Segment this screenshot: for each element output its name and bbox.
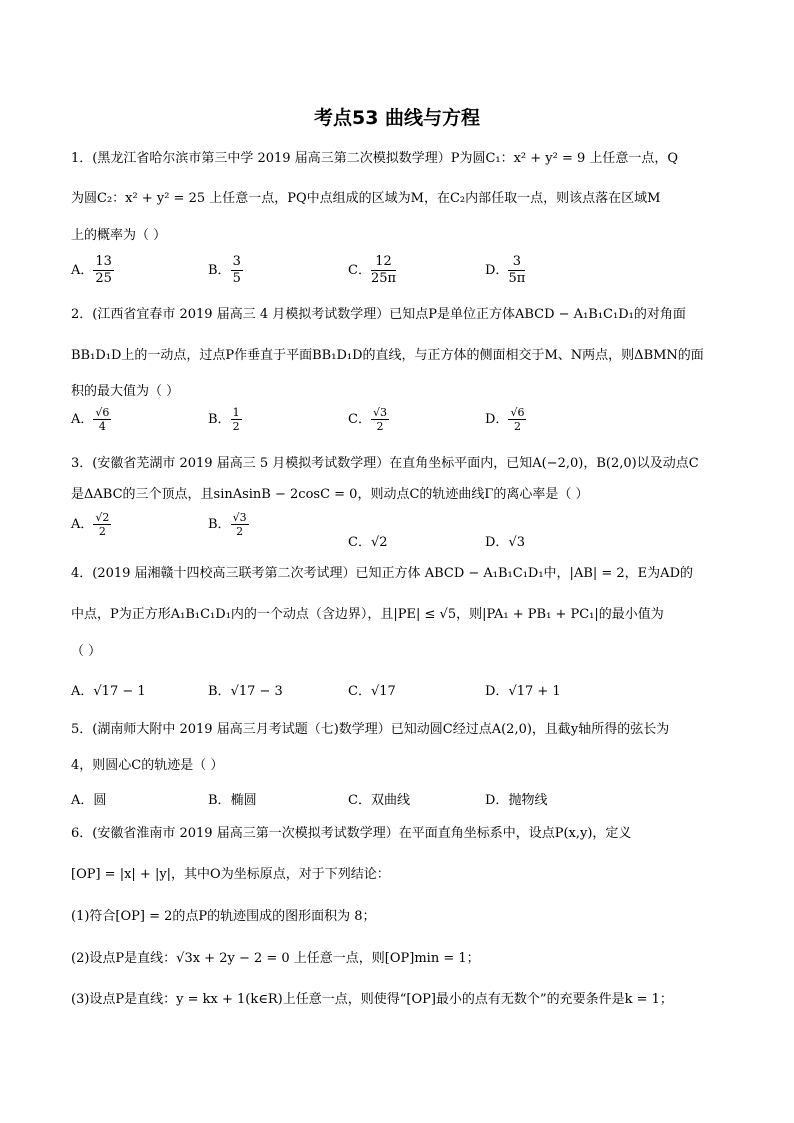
q6-line-1: 6．(安徽省淮南市 2019 届高三第一次模拟考试数学理）在平面直角坐标系中，设点P(x,y)，定义 — [71, 826, 632, 841]
fraction: $\frac{√6}{4}$ — [95, 406, 110, 433]
q3-option-b: B． $\frac{√3}{2}$ — [208, 511, 247, 538]
q2-options — [71, 406, 731, 446]
q3-options — [71, 511, 731, 551]
q4-option-d: D．√17 + 1 — [485, 684, 561, 699]
q1-line-1: 1．(黑龙江省哈尔滨市第三中学 2019 届高三第二次模拟数学理）P为圆C₁：x² + y² = 9 上任意一点，Q — [71, 151, 679, 166]
fraction: $\frac{3}{5}$ — [232, 254, 241, 286]
q3-option-d: D．√3 — [485, 535, 525, 550]
q5-line-2: 4，则圆心C的轨迹是（ ） — [71, 758, 224, 773]
q4-option-b: B．√17 − 3 — [208, 684, 283, 699]
q2-option-a: A． $\frac{√6}{4}$ — [71, 406, 110, 433]
q1-option-c: C． $\frac{12}{25\pi}$ — [348, 254, 397, 286]
fraction: $\frac{12}{25\pi}$ — [370, 254, 397, 286]
q2-line-2: BB₁D₁D上的一动点，过点P作垂直于平面BB₁D₁D的直线，与正方体的侧面相交于M、N两点，则ΔBMN的面 — [71, 348, 704, 363]
q2-line-3: 积的最大值为（ ） — [71, 384, 180, 399]
q5-option-b: B．椭圆 — [208, 793, 257, 808]
q3-option-a: A． $\frac{√2}{2}$ — [71, 511, 110, 538]
fraction: $\frac{√3}{2}$ — [232, 511, 247, 538]
q1-option-a: A． $\frac{13}{25}$ — [71, 254, 112, 286]
q2-option-c: C． $\frac{√3}{2}$ — [348, 406, 387, 433]
q4-line-1: 4．(2019 届湘赣十四校高三联考第二次考试理）已知正方体 ABCD − A₁B₁C₁D₁中，|AB| = 2，E为AD的 — [71, 566, 693, 581]
q5-options — [71, 789, 731, 809]
q5-option-a: A．圆 — [71, 793, 107, 808]
q6-statement-3: (3)设点P是直线：y = kx + 1(k∈R)上任意一点，则使得“[OP]最小的点有无数个”的充要条件是k = 1； — [71, 992, 673, 1007]
q1-option-b: B． $\frac{3}{5}$ — [208, 254, 241, 286]
q5-option-d: D．抛物线 — [485, 793, 548, 808]
q2-option-d: D． $\frac{√6}{2}$ — [485, 406, 525, 433]
fraction: $\frac{√6}{2}$ — [510, 406, 525, 433]
fraction: $\frac{√2}{2}$ — [95, 511, 110, 538]
q4-line-2: 中点，P为正方形A₁B₁C₁D₁内的一个动点（含边界），且|PE| ≤ √5，则|PA₁ + PB₁ + PC₁|的最小值为 — [71, 607, 664, 622]
q2-option-b: B． $\frac{1}{2}$ — [208, 406, 240, 433]
page-title: 考点53 曲线与方程 — [313, 107, 481, 129]
q3-option-c: C．√2 — [348, 535, 388, 550]
q5-option-c: C．双曲线 — [348, 793, 410, 808]
q5-line-1: 5．(湖南师大附中 2019 届高三月考试题（七)数学理）已知动圆C经过点A(2,0)，且截y轴所得的弦长为 — [71, 722, 670, 737]
q4-options — [71, 680, 731, 700]
fraction: $\frac{√3}{2}$ — [372, 406, 387, 433]
q6-statement-1: (1)符合[OP] = 2的点P的轨迹围成的图形面积为 8； — [71, 909, 376, 924]
q3-line-2: 是ΔABC的三个顶点，且sinAsinB − 2cosC = 0，则动点C的轨迹曲线Γ的离心率是（ ） — [71, 487, 589, 502]
fraction: $\frac{3}{5\pi}$ — [508, 254, 526, 286]
q1-line-3: 上的概率为（ ） — [71, 228, 167, 243]
q4-line-3: （ ） — [71, 644, 102, 659]
q1-option-d: D． $\frac{3}{5\pi}$ — [485, 254, 526, 286]
fraction: $\frac{1}{2}$ — [232, 406, 240, 433]
q6-line-2: [OP] = |x| + |y|，其中O为坐标原点，对于下列结论： — [71, 867, 390, 882]
fraction: $\frac{13}{25}$ — [95, 254, 112, 286]
q6-statement-2: (2)设点P是直线：√3x + 2y − 2 = 0 上任意一点，则[OP]min = 1； — [71, 951, 480, 966]
q2-line-1: 2．(江西省宜春市 2019 届高三 4 月模拟考试数学理）已知点P是单位正方体ABCD − A₁B₁C₁D₁的对角面 — [71, 307, 686, 322]
q3-line-1: 3．(安徽省芜湖市 2019 届高三 5 月模拟考试数学理）在直角坐标平面内，已知A(−2,0)，B(2,0)以及动点C — [71, 456, 699, 471]
q1-options — [71, 254, 731, 294]
q4-option-c: C．√17 — [348, 684, 396, 699]
q4-option-a: A．√17 − 1 — [71, 684, 146, 699]
q1-line-2: 为圆C₂：x² + y² = 25 上任意一点，PQ中点组成的区域为M，在C₂内部任取一点，则该点落在区域M — [71, 191, 661, 206]
